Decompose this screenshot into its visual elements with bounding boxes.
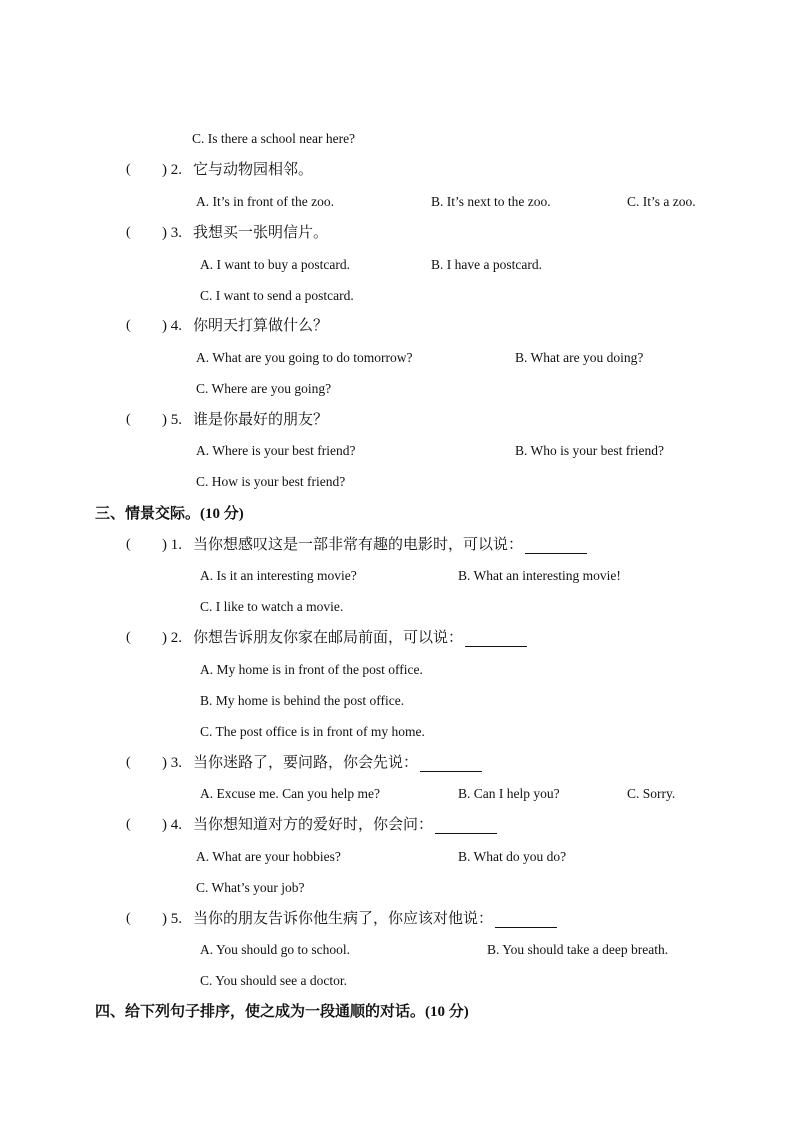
answer-blank[interactable] (435, 819, 497, 834)
question-2-number: ) 2. (162, 162, 182, 178)
option-a: A. What are your hobbies? (196, 849, 341, 864)
option-b: B. What are you doing? (515, 350, 644, 365)
answer-paren[interactable]: ( (126, 755, 131, 770)
answer-blank[interactable] (420, 757, 482, 772)
option-b: B. What do you do? (458, 849, 567, 864)
option-a: A. I want to buy a postcard. (200, 257, 350, 272)
answer-blank[interactable] (465, 632, 527, 647)
option-a: A. What are you going to do tomorrow? (196, 350, 413, 365)
question-3-prompt: 当你迷路了，要问路，你会先说： (193, 754, 482, 772)
option-b: B. Can I help you? (458, 786, 560, 801)
option-c: C. What’s your job? (196, 880, 305, 895)
option-c-carryover: C. Is there a school near here? (192, 131, 356, 146)
question-2-prompt: 它与动物园相邻。 (193, 162, 314, 178)
option-b: B. My home is behind the post office. (200, 693, 405, 708)
answer-blank[interactable] (495, 913, 557, 928)
question-1-number: ) 1. (162, 537, 182, 553)
option-a: A. My home is in front of the post office. (200, 662, 423, 677)
answer-blank[interactable] (525, 539, 587, 554)
option-c: C. Sorry. (627, 786, 676, 801)
option-c: C. You should see a doctor. (200, 973, 348, 988)
question-1-prompt: 当你想感叹这是一部非常有趣的电影时，可以说： (193, 536, 587, 554)
answer-paren[interactable]: ( (126, 630, 131, 645)
option-b: B. I have a postcard. (431, 257, 542, 272)
option-a: A. Is it an interesting movie? (200, 568, 357, 583)
option-a: A. Where is your best friend? (196, 443, 356, 458)
answer-paren[interactable]: ( (126, 225, 131, 240)
section-4-heading: 四、给下列句子排序，使之成为一段通顺的对话。(10 分) (95, 1004, 469, 1020)
option-b: B. You should take a deep breath. (487, 942, 669, 957)
option-c: C. The post office is in front of my home. (200, 724, 425, 739)
question-3-number: ) 3. (162, 225, 182, 241)
question-5-prompt: 当你的朋友告诉你他生病了，你应该对他说： (193, 910, 557, 928)
option-c: C. Where are you going? (196, 381, 332, 396)
answer-paren[interactable]: ( (126, 817, 131, 832)
option-c: C. It’s a zoo. (627, 194, 696, 209)
question-2-prompt: 你想告诉朋友你家在邮局前面，可以说： (193, 629, 527, 647)
answer-paren[interactable]: ( (126, 318, 131, 333)
option-c: C. I want to send a postcard. (200, 288, 354, 303)
option-b: B. It’s next to the zoo. (431, 194, 551, 209)
option-b: B. Who is your best friend? (515, 443, 664, 458)
question-2-number: ) 2. (162, 630, 182, 646)
question-4-number: ) 4. (162, 817, 182, 833)
question-5-number: ) 5. (162, 911, 182, 927)
answer-paren[interactable]: ( (126, 911, 131, 926)
question-4-number: ) 4. (162, 318, 182, 334)
answer-paren[interactable]: ( (126, 412, 131, 427)
answer-paren[interactable]: ( (126, 537, 131, 552)
option-a: A. You should go to school. (200, 942, 351, 957)
section-3-heading: 三、情景交际。(10 分) (95, 506, 244, 522)
question-4-prompt: 你明天打算做什么？ (193, 318, 329, 334)
option-a: A. Excuse me. Can you help me? (200, 786, 380, 801)
option-c: C. How is your best friend? (196, 474, 346, 489)
answer-paren[interactable]: ( (126, 162, 131, 177)
question-3-number: ) 3. (162, 755, 182, 771)
question-4-prompt: 当你想知道对方的爱好时，你会问： (193, 816, 497, 834)
option-b: B. What an interesting movie! (458, 568, 621, 583)
question-5-number: ) 5. (162, 412, 182, 428)
option-c: C. I like to watch a movie. (200, 599, 344, 614)
question-5-prompt: 谁是你最好的朋友？ (193, 412, 329, 428)
question-3-prompt: 我想买一张明信片。 (193, 225, 329, 241)
option-a: A. It’s in front of the zoo. (196, 194, 334, 209)
